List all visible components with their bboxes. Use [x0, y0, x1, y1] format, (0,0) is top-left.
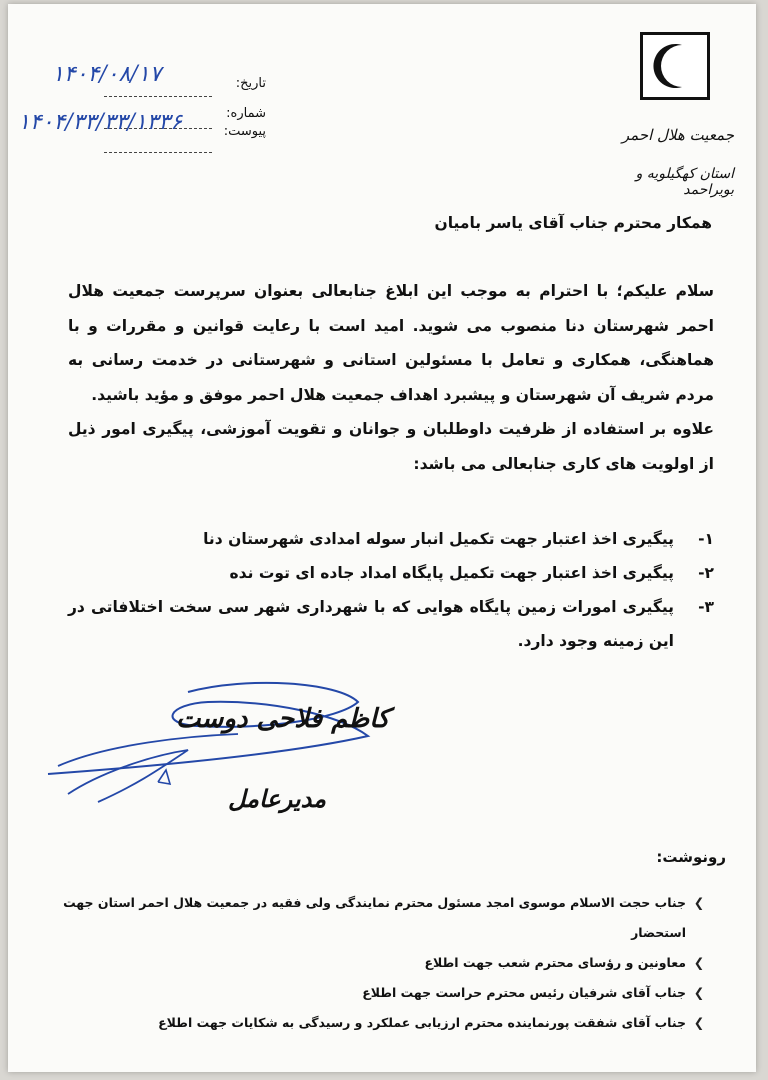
list-item-text: پیگیری امورات زمین پایگاه هوایی که با شهرداری شهر سی سخت اختلافاتی در این زمینه وجود دارد.: [68, 598, 674, 650]
cc-list: [62, 888, 712, 1038]
body-paragraph-2: علاوه بر استفاده از ظرفیت داوطلبان و جوانان و تقویت آموزشی، پیگیری امور ذیل از اولویت های کاری جنابعالی می باشد:: [68, 420, 714, 473]
signatory-title: مدیرعامل: [228, 784, 327, 813]
red-crescent-logo: [640, 32, 710, 100]
letter-page: [8, 4, 756, 1072]
handwritten-number: ۱۴۰۴/۳۳/۳۳/۱۳۳۶: [18, 110, 183, 135]
arrow-bullet-icon: ❯: [693, 985, 705, 1000]
attachment-line: [104, 152, 212, 153]
arrow-bullet-icon: ❯: [693, 955, 705, 970]
cc-item-text: جناب آقای شفقت پورنماینده محترم ارزیابی عملکرد و رسیدگی به شکایات جهت اطلاع: [158, 1015, 686, 1030]
meta-labels: [176, 76, 266, 154]
list-item-text: پیگیری اخذ اعتبار جهت تکمیل انبار سوله امدادی شهرستان دنا: [203, 530, 674, 548]
crescent-icon: [643, 35, 707, 97]
signature-scribble: [38, 674, 398, 824]
org-name: جمعیت هلال احمر: [621, 126, 734, 144]
list-item-number: ۱-: [698, 530, 714, 548]
number-label: شماره:: [226, 106, 266, 121]
priorities-list: [68, 522, 714, 658]
cc-item-text: جناب آقای شرفیان رئیس محترم حراست جهت اطلاع: [362, 985, 686, 1000]
cc-item: [62, 948, 712, 978]
cc-item-text: جناب حجت الاسلام موسوی امجد مسئول محترم نمایندگی ولی فقیه در جمعیت هلال احمر استان جهت استحضار: [63, 895, 686, 940]
signatory-name: کاظم فلاحی دوست: [176, 704, 390, 734]
date-label: تاریخ:: [235, 76, 266, 91]
attachment-label: پیوست:: [223, 124, 266, 139]
cc-item: [62, 978, 712, 1008]
cc-item: [62, 888, 712, 948]
list-item: [68, 556, 714, 590]
cc-item: [62, 1008, 712, 1038]
list-item: [68, 590, 714, 658]
date-line: [104, 96, 212, 97]
handwritten-date: ۱۴۰۴/۰۸/۱۷: [52, 62, 162, 87]
letter-body: [68, 274, 714, 481]
arrow-bullet-icon: ❯: [693, 895, 705, 910]
province-name: استان کهگیلویه و بویراحمد: [635, 166, 734, 198]
body-paragraph-1: سلام علیکم؛ با احترام به موجب این ابلاغ جنابعالی بعنوان سرپرست جمعیت هلال احمر شهرستان دنا منصوب می شوید. امید است با رعایت قوانین و مقررات و با هماهنگی، همکاری و تعامل با مسئولین استانی و شهرستانی در خدمت رسانی به مردم شریف آن شهرستان و پیشبرد اهداف جمعیت هلال احمر موفق و مؤید باشید.: [68, 282, 714, 404]
recipient-line: همکار محترم جناب آقای یاسر بامیان: [434, 214, 712, 232]
list-item-text: پیگیری اخذ اعتبار جهت تکمیل پایگاه امداد جاده ای توت نده: [229, 564, 674, 582]
cc-item-text: معاونین و رؤسای محترم شعب جهت اطلاع: [424, 955, 686, 970]
list-item-number: ۲-: [698, 564, 714, 582]
list-item: [68, 522, 714, 556]
cc-title: رونوشت:: [656, 848, 726, 866]
arrow-bullet-icon: ❯: [693, 1015, 705, 1030]
list-item-number: ۳-: [698, 598, 714, 616]
